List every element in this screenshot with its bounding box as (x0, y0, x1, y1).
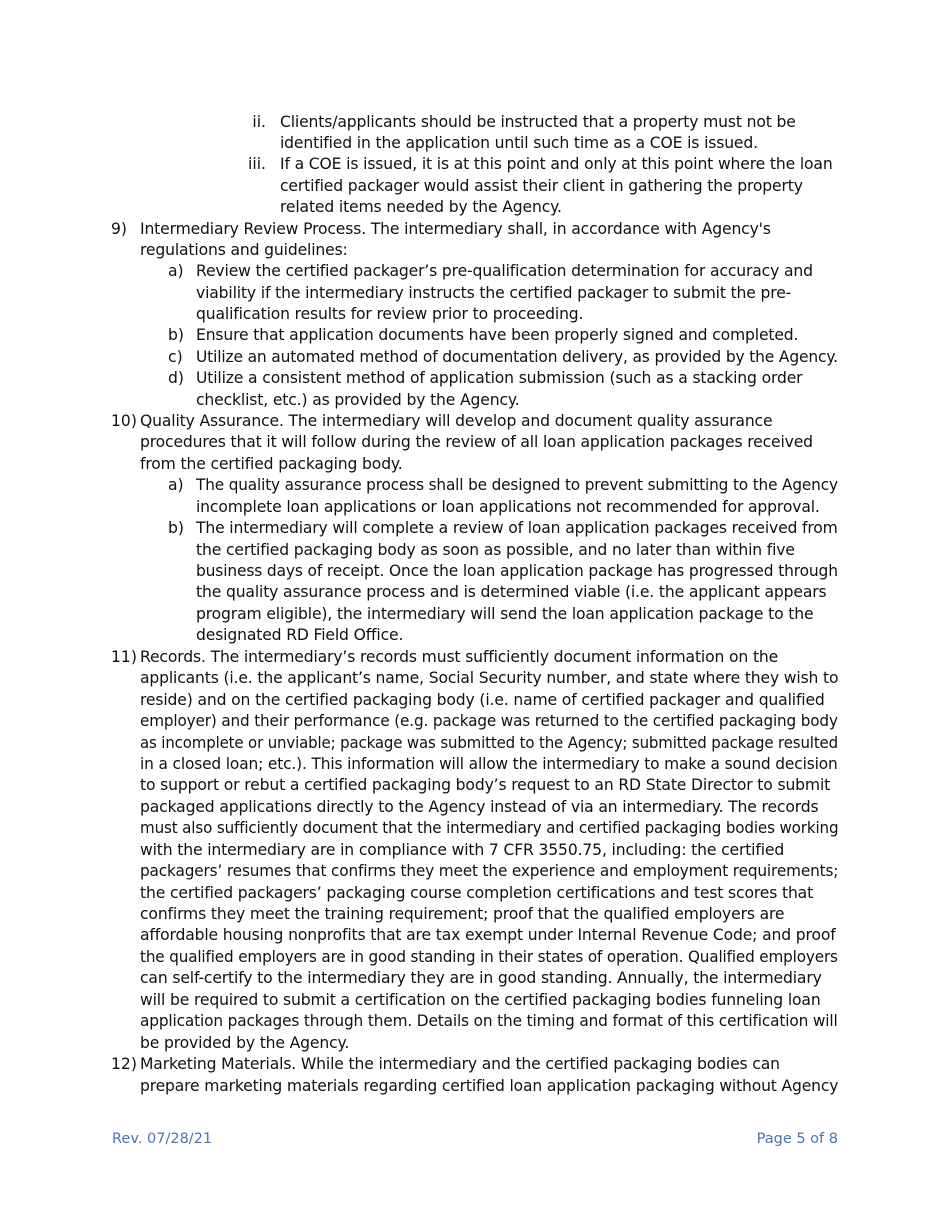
section-11-line-3: reside) and on the certified packaging body (i.e. name of certified packager and qualified (140, 691, 825, 709)
section-11-line-1: Records. The intermediary’s records must sufficiently document information on the (140, 648, 779, 666)
item-ii-line-2: identified in the application until such time as a COE is issued. (280, 134, 758, 152)
section-11-line-6: in a closed loan; etc.). This information will allow the intermediary to make a sound decision (140, 755, 838, 773)
section-12-line-1: Marketing Materials. While the intermediary and the certified packaging bodies can (140, 1055, 780, 1073)
section-11-line-18: application packages through them. Details on the timing and format of this certification will (140, 1012, 838, 1030)
item-10b-line-5: program eligible), the intermediary will send the loan application package to the (196, 605, 814, 623)
item-label-9d: d) (168, 369, 184, 387)
section-11-line-13: confirms they meet the training requirement; proof that the qualified employers are (140, 905, 785, 923)
section-11-line-15: the qualified employers are in good standing in their states of operation. Qualified employers (140, 948, 838, 966)
item-label-9b: b) (168, 326, 184, 344)
section-11-line-19: be provided by the Agency. (140, 1034, 350, 1052)
section-11-line-14: affordable housing nonprofits that are tax exempt under Internal Revenue Code; and proof (140, 926, 836, 944)
footer-revision-date: Rev. 07/28/21 (112, 1131, 213, 1147)
item-label-9a: a) (168, 262, 184, 280)
item-label-9c: c) (168, 348, 183, 366)
item-9b-line-1: Ensure that application documents have been properly signed and completed. (196, 326, 799, 344)
section-9-line-1: Intermediary Review Process. The intermediary shall, in accordance with Agency's (140, 220, 771, 238)
section-11-line-16: can self-certify to the intermediary they are in good standing. Annually, the intermediary (140, 969, 822, 987)
item-label-iii: iii. (248, 155, 266, 173)
section-number-11: 11) (111, 648, 137, 666)
section-11-line-2: applicants (i.e. the applicant’s name, Social Security number, and state where they wish to (140, 669, 839, 687)
footer-page-number: Page 5 of 8 (756, 1131, 838, 1147)
item-9a-line-1: Review the certified packager’s pre-qualification determination for accuracy and (196, 262, 813, 280)
item-10b-line-3: business days of receipt. Once the loan application package has progressed through (196, 562, 838, 580)
item-9d-line-2: checklist, etc.) as provided by the Agency. (196, 391, 520, 409)
item-iii-line-1: If a COE is issued, it is at this point and only at this point where the loan (280, 155, 833, 173)
item-10b-line-2: the certified packaging body as soon as possible, and no later than within five (196, 541, 795, 559)
section-9-line-2: regulations and guidelines: (140, 241, 348, 259)
section-11-line-10: with the intermediary are in compliance with 7 CFR 3550.75, including: the certified (140, 841, 785, 859)
item-10b-line-1: The intermediary will complete a review of loan application packages received from (196, 519, 838, 537)
section-11-line-17: will be required to submit a certification on the certified packaging bodies funneling loan (140, 991, 821, 1009)
section-11-line-12: the certified packagers’ packaging course completion certifications and test scores that (140, 884, 814, 902)
section-10-line-3: from the certified packaging body. (140, 455, 403, 473)
item-label-10a: a) (168, 476, 184, 494)
item-iii-line-3: related items needed by the Agency. (280, 198, 562, 216)
section-number-9: 9) (111, 220, 128, 238)
item-9d-line-1: Utilize a consistent method of application submission (such as a stacking order (196, 369, 803, 387)
item-label-10b: b) (168, 519, 184, 537)
section-11-line-5: as incomplete or unviable; package was submitted to the Agency; submitted package resulted (140, 734, 838, 752)
section-11-line-7: to support or rebut a certified packaging body’s request to an RD State Director to submit (140, 776, 831, 794)
item-10a-line-1: The quality assurance process shall be designed to prevent submitting to the Agency (196, 476, 838, 494)
section-number-12: 12) (111, 1055, 137, 1073)
item-10a-line-2: incomplete loan applications or loan applications not recommended for approval. (196, 498, 820, 516)
section-10-line-1: Quality Assurance. The intermediary will develop and document quality assurance (140, 412, 773, 430)
section-11-line-4: employer) and their performance (e.g. package was returned to the certified packaging body (140, 712, 838, 730)
item-9c-line-1: Utilize an automated method of documentation delivery, as provided by the Agency. (196, 348, 838, 366)
section-number-10: 10) (111, 412, 137, 430)
item-9a-line-3: qualification results for review prior to proceeding. (196, 305, 584, 323)
section-11-line-9: must also sufficiently document that the intermediary and certified packaging bodies working (140, 819, 839, 837)
item-iii-line-2: certified packager would assist their client in gathering the property (280, 177, 803, 195)
section-11-line-11: packagers’ resumes that confirms they meet the experience and employment requirements; (140, 862, 839, 880)
section-12-line-2: prepare marketing materials regarding certified loan application packaging without Agency (140, 1077, 839, 1095)
item-9a-line-2: viability if the intermediary instructs the certified packager to submit the pre- (196, 284, 792, 302)
item-10b-line-4: the quality assurance process and is determined viable (i.e. the applicant appears (196, 583, 827, 601)
item-label-ii: ii. (252, 113, 266, 131)
section-10-line-2: procedures that it will follow during the review of all loan application packages received (140, 433, 813, 451)
item-ii-line-1: Clients/applicants should be instructed that a property must not be (280, 113, 796, 131)
section-11-line-8: packaged applications directly to the Agency instead of via an intermediary. The records (140, 798, 819, 816)
item-10b-line-6: designated RD Field Office. (196, 626, 404, 644)
